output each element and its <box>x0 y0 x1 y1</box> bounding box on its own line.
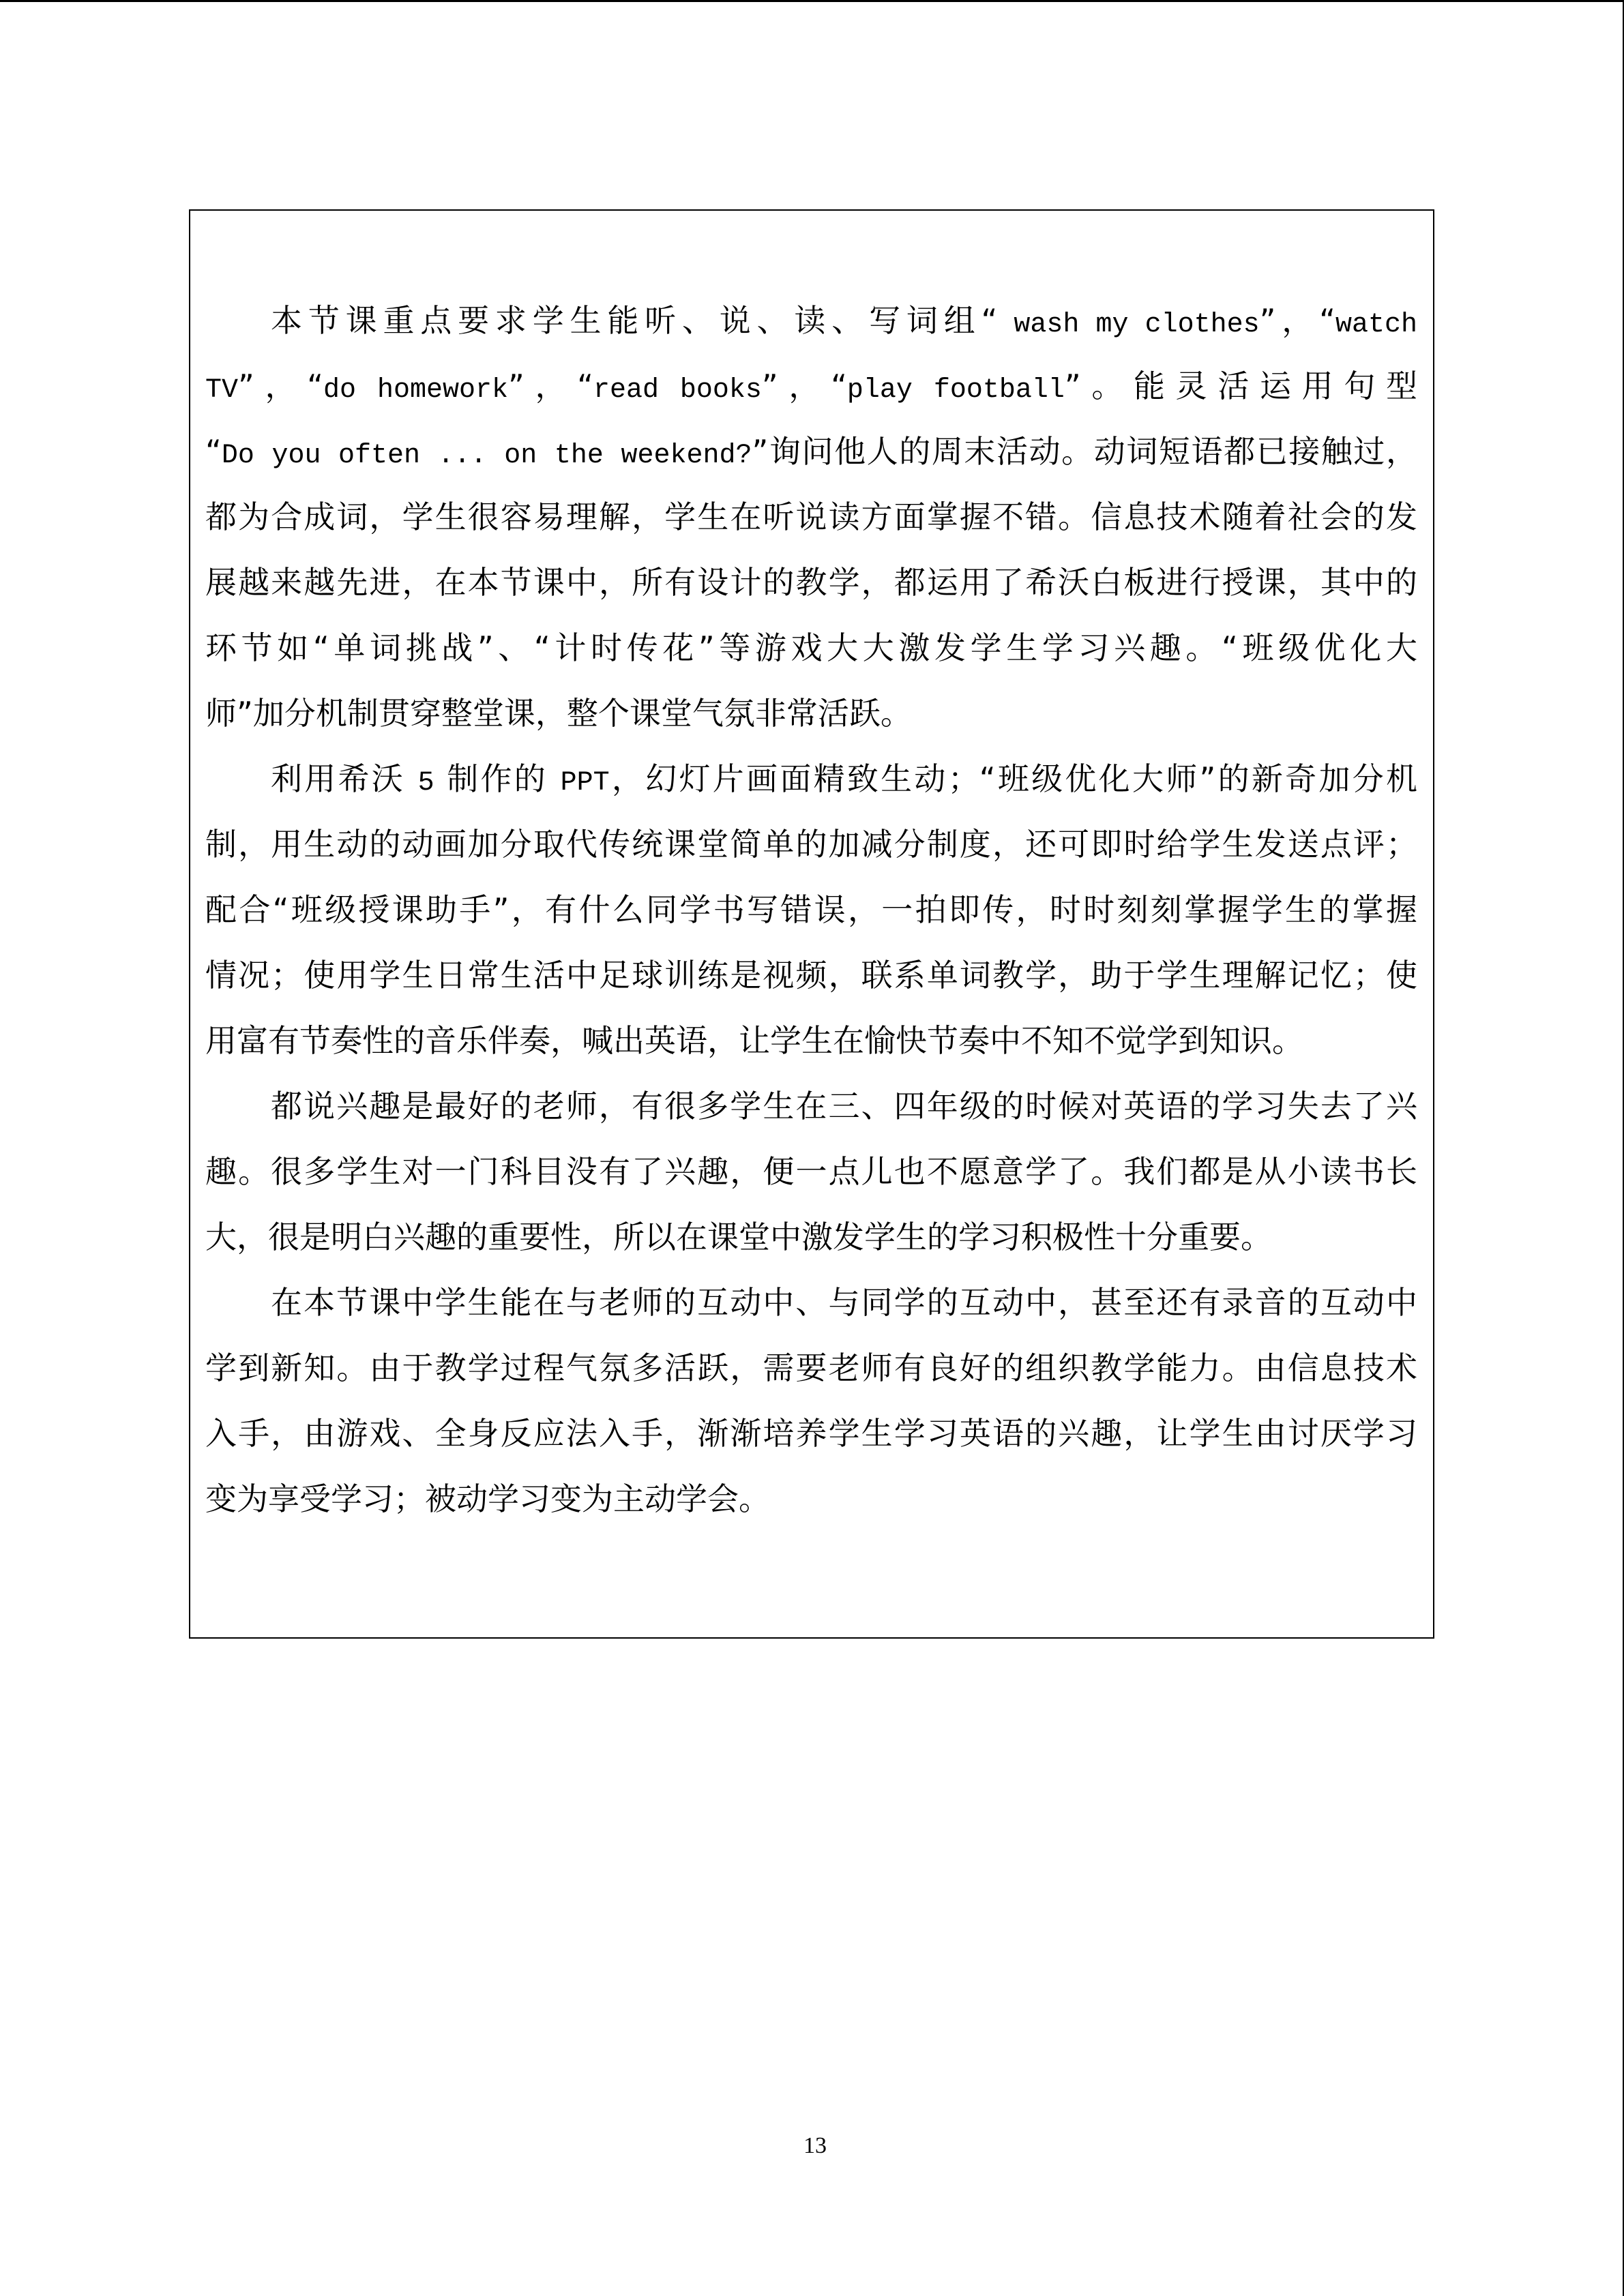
text-line <box>205 1335 1417 1401</box>
paragraph-4 <box>205 1270 1417 1532</box>
text-line <box>205 353 1417 419</box>
text-run: 大，很是明白兴趣的重要性，所以在课堂中激发学生的学习积极性十分重要。 <box>205 1219 1272 1255</box>
english-phrase: wash <box>1014 310 1080 340</box>
text-line <box>205 615 1417 681</box>
text-run: 变为享受学习；被动学习变为主动学会。 <box>205 1480 770 1517</box>
english-phrase: read <box>593 375 659 406</box>
text-run: 入手，由游戏、全身反应法入手，渐渐培养学生学习英语的兴趣，让学生由讨厌学习 <box>205 1415 1417 1452</box>
text-line <box>205 746 1417 811</box>
text-run: 都说兴趣是最好的老师，有很多学生在三、四年级的时候对英语的学习失去了兴 <box>271 1088 1417 1124</box>
english-phrase: TV <box>205 375 239 406</box>
text-line <box>205 681 1417 746</box>
text-run: ，幻灯片画面精致生动；“班级优化大师”的新奇加分机 <box>609 760 1418 797</box>
paragraph-1 <box>205 288 1417 746</box>
text-run: 在本节课中学生能在与老师的互动中、与同学的互动中，甚至还有录音的互动中 <box>271 1284 1417 1321</box>
text-run: ”，“ <box>507 368 593 404</box>
text-run: 情况；使用学生日常生活中足球训练是视频，联系单词教学，助于学生理解记忆；使 <box>205 957 1417 994</box>
text-line <box>205 877 1417 942</box>
text-run: 用富有节奏性的音乐伴奏，喊出英语，让学生在愉快节奏中不知不觉学到知识。 <box>205 1022 1303 1059</box>
page-number: 13 <box>803 2133 827 2158</box>
text-line <box>205 288 1417 353</box>
paragraph-3 <box>205 1073 1417 1270</box>
text-run: ”，“ <box>761 368 847 404</box>
page-top-rule <box>0 0 1624 2</box>
text-line <box>205 484 1417 550</box>
text-run: 利用希沃 <box>271 760 406 797</box>
text-run: 趣。很多学生对一门科目没有了兴趣，便一点儿也不愿意学了。我们都是从小读书长 <box>205 1153 1417 1190</box>
reflection-text <box>205 288 1417 1532</box>
text-run: ”，“ <box>238 368 323 404</box>
text-run: “ <box>205 433 222 470</box>
english-phrase: football <box>933 375 1065 406</box>
text-line <box>205 419 1417 484</box>
text-line <box>205 1073 1417 1139</box>
text-run: 制，用生动的动画加分取代传统课堂简单的加减分制度，还可即时给学生发送点评； <box>205 826 1417 863</box>
text-run: 展越来越先进，在本节课中，所有设计的教学，都运用了希沃白板进行授课，其中的 <box>205 564 1417 601</box>
english-phrase: clothes <box>1145 310 1260 340</box>
text-run: 制作的 <box>447 760 548 797</box>
text-run: ”询问他人的周末活动。动词短语都已接触过， <box>752 433 1417 470</box>
english-phrase: my <box>1095 310 1129 340</box>
text-line <box>205 942 1417 1008</box>
text-run: 师”加分机制贯穿整堂课，整个课堂气氛非常活跃。 <box>205 695 912 732</box>
english-phrase: homework <box>377 375 508 406</box>
english-phrase: do <box>323 375 357 406</box>
text-run: 学到新知。由于教学过程气氛多活跃，需要老师有良好的组织教学能力。由信息技术 <box>205 1350 1417 1386</box>
text-run: 环节如“单词挑战”、“计时传花”等游戏大大激发学生学习兴趣。“班级优化大 <box>205 629 1417 666</box>
text-run: ”，“ <box>1259 302 1335 339</box>
text-line <box>205 1466 1417 1532</box>
text-run: 都为合成词，学生很容易理解，学生在听说读方面掌握不错。信息技术随着社会的发 <box>205 498 1417 535</box>
text-line <box>205 1008 1417 1073</box>
text-line <box>205 1401 1417 1466</box>
text-run: 本节课重点要求学生能听、说、读、写词组“ <box>271 302 998 339</box>
text-line <box>205 1139 1417 1204</box>
text-run: 配合“班级授课助手”，有什么同学书写错误，一拍即传，时时刻刻掌握学生的掌握 <box>205 891 1417 928</box>
english-phrase: books <box>679 375 762 406</box>
text-run: 5 <box>417 768 434 799</box>
paragraph-2 <box>205 746 1417 1073</box>
text-line <box>205 1204 1417 1270</box>
english-phrase: play <box>846 375 913 406</box>
english-sentence-pattern: Do you often ... on the weekend? <box>221 441 752 471</box>
text-run: ”。能灵活运用句型 <box>1064 368 1417 404</box>
text-line <box>205 550 1417 615</box>
text-line <box>205 1270 1417 1335</box>
text-run: PPT <box>560 768 610 799</box>
text-line <box>205 811 1417 877</box>
english-phrase: watch <box>1335 310 1417 340</box>
